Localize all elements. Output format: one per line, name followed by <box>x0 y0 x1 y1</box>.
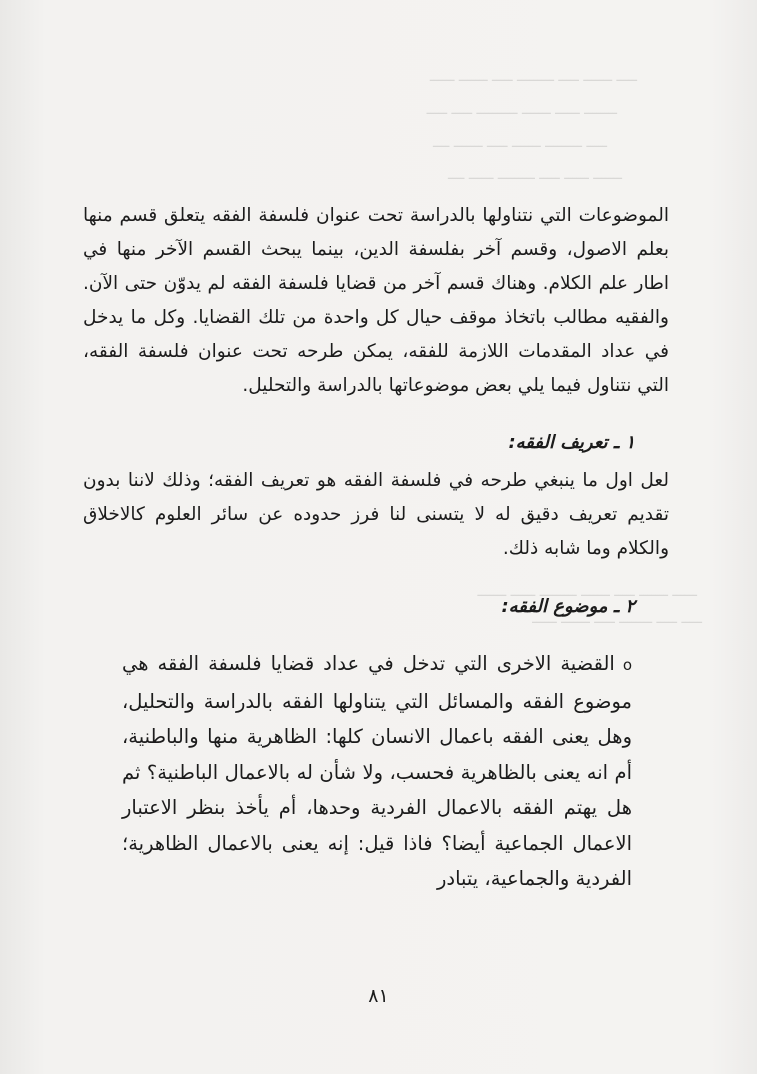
bullet-circle-icon: o <box>622 656 632 674</box>
subject-heading: ٢ ـ موضوع الفقه: <box>501 596 635 617</box>
bleed-through-texture: ـــــ ـــــــــ ـــــــ ـــــ ـــــــ ــــ <box>432 135 607 151</box>
bleed-through-texture: ـــــ ـــــ ــــــــ ـــــ ـــــــ ــــــ <box>532 611 702 627</box>
intro-section <box>83 199 669 403</box>
definition-paragraph: لعل اول ما ينبغي طرحه في فلسفة الفقه هو تعريف الفقه؛ وذلك لاننا بدون تقديم تعريف دقيق له لا يتسنى لنا فرز حدوده عن سائر العلوم كالاخلاق والكلام وما شابه ذلك. <box>83 470 669 559</box>
definition-section <box>83 464 669 566</box>
subject-section <box>122 646 632 897</box>
page-number: ٨١ <box>368 985 389 1007</box>
subject-paragraph <box>122 646 632 897</box>
definition-heading: ١ ـ تعريف الفقه: <box>508 432 635 453</box>
bleed-through-texture: ـــــ ـــــــ ـــــ ـــــــــ ـــــ ـــــــ ــــــ <box>429 69 637 85</box>
bleed-through-texture: ــــــ ـــــــ ـــــ ـــــــ ـــــــــ ــــــ ـــــــ <box>477 584 697 600</box>
subject-paragraph-text: القضية الاخرى التي تدخل في عداد قضايا فلسفة الفقه هي موضوع الفقه والمسائل التي يتناولها الفقه بالدراسة والتحليل، وهل يعنى الفقه باعمال الانسان كلها: الظاهرية منها والباطنية، أم انه يعنى بالظاهرية فحسب، ولا شأن له بالاعمال الباطنية؟ ثم هل يهتم الفقه بالاعمال الفردية وحدها، أم يأخذ بنظر الاعتبار الاعمال الجماعية أيضا؟ فاذا قيل: إنه يعنى بالاعمال الظاهرية؛ الفردية والجماعية، يتبادر <box>122 652 632 890</box>
bleed-through-texture: ـــــــ ــــــ ـــــ ـــــــــ ــــــ ــــ <box>447 167 622 183</box>
bleed-through-texture: ــــــــ ــــــ ـــــــ ــــــــــ ـــــ ـــــ <box>426 102 617 118</box>
intro-paragraph: الموضوعات التي نتناولها بالدراسة تحت عنوان فلسفة الفقه يتعلق قسم منها بعلم الاصول، وقسم آخر بفلسفة الدين، بينما يبحث القسم الآخر منها في اطار علم الكلام. وهناك قسم آخر من قضايا فلسفة الفقه لم يدوّن حتى الآن. والفقيه مطالب باتخاذ موقف حيال كل واحدة من تلك القضايا. وكل ما يدخل في عداد المقدمات اللازمة للفقه، يمكن طرحه تحت عنوان فلسفة الفقه، التي نتناول فيما يلي بعض موضوعاتها بالدراسة والتحليل. <box>83 205 669 396</box>
